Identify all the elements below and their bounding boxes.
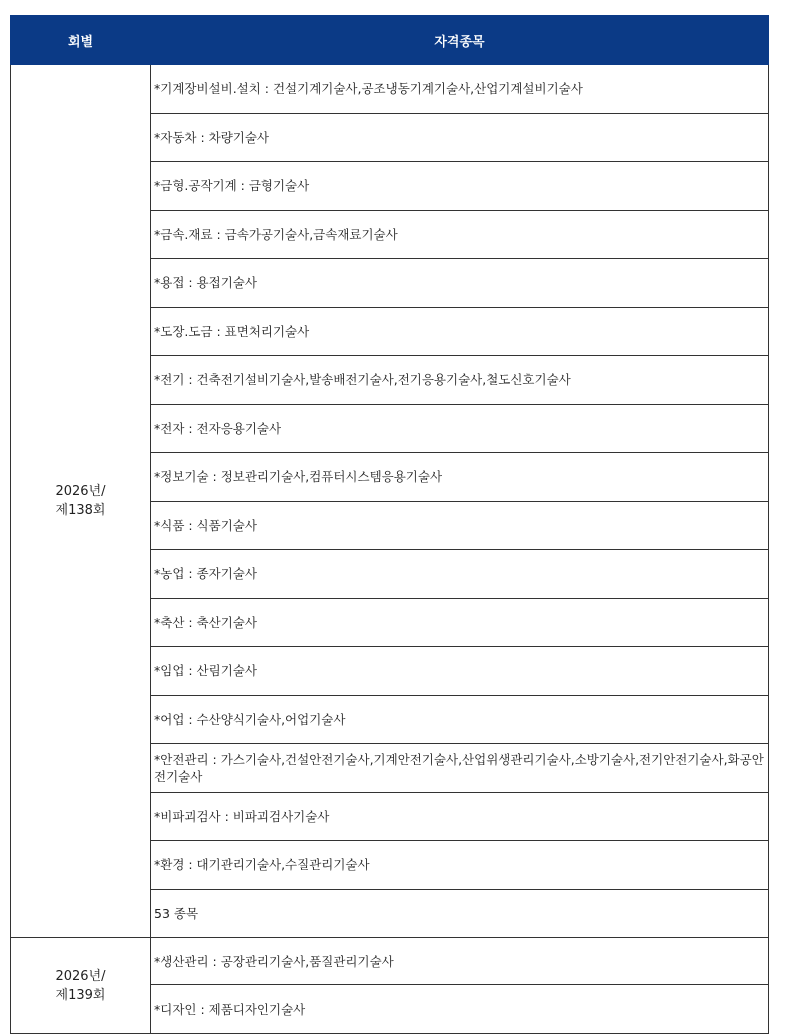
subject-cell: *도장.도금 : 표면처리기술사 bbox=[151, 307, 769, 356]
subject-cell: *식품 : 식품기술사 bbox=[151, 501, 769, 550]
table-row bbox=[11, 938, 769, 985]
subject-cell: *금형.공작기계 : 금형기술사 bbox=[151, 162, 769, 211]
header-subjects: 자격종목 bbox=[151, 16, 769, 65]
round-year: 2026년/ bbox=[55, 968, 106, 984]
subject-cell: *축산 : 축산기술사 bbox=[151, 598, 769, 647]
subject-cell: *기계장비설비.설치 : 건설기계기술사,공조냉동기계기술사,산업기계설비기술사 bbox=[151, 65, 769, 114]
exam-schedule-table-wrapper bbox=[10, 15, 768, 1034]
subject-cell: *생산관리 : 공장관리기술사,품질관리기술사 bbox=[151, 938, 769, 985]
subject-cell: *어업 : 수산양식기술사,어업기술사 bbox=[151, 695, 769, 744]
subject-cell: *자동차 : 차량기술사 bbox=[151, 113, 769, 162]
subject-cell: *농업 : 종자기술사 bbox=[151, 550, 769, 599]
subject-cell: *전기 : 건축전기설비기술사,발송배전기술사,전기응용기술사,철도신호기술사 bbox=[151, 356, 769, 405]
header-round: 회별 bbox=[11, 16, 151, 65]
round-year: 2026년/ bbox=[55, 484, 106, 499]
table-row bbox=[11, 65, 769, 114]
subject-cell: *환경 : 대기관리기술사,수질관리기술사 bbox=[151, 841, 769, 890]
round-number: 제139회 bbox=[55, 987, 106, 1003]
round-cell-139 bbox=[11, 938, 151, 1034]
subject-cell: *비파괴검사 : 비파괴검사기술사 bbox=[151, 792, 769, 841]
exam-schedule-table bbox=[10, 15, 769, 1034]
subject-cell: *디자인 : 제품디자인기술사 bbox=[151, 985, 769, 1034]
subject-cell: *정보기술 : 정보관리기술사,컴퓨터시스템응용기술사 bbox=[151, 453, 769, 502]
subject-cell: *전자 : 전자응용기술사 bbox=[151, 404, 769, 453]
table-header-row bbox=[11, 16, 769, 65]
round-cell-138 bbox=[11, 65, 151, 938]
subject-cell: *안전관리 : 가스기술사,건설안전기술사,기계안전기술사,산업위생관리기술사,소방기술사,전기안전기술사,화공안전기술사 bbox=[151, 744, 769, 793]
subject-count-cell: 53 종목 bbox=[151, 889, 769, 938]
subject-cell: *용접 : 용접기술사 bbox=[151, 259, 769, 308]
round-number: 제138회 bbox=[55, 503, 106, 518]
subject-cell: *금속.재료 : 금속가공기술사,금속재료기술사 bbox=[151, 210, 769, 259]
subject-cell: *임업 : 산림기술사 bbox=[151, 647, 769, 696]
